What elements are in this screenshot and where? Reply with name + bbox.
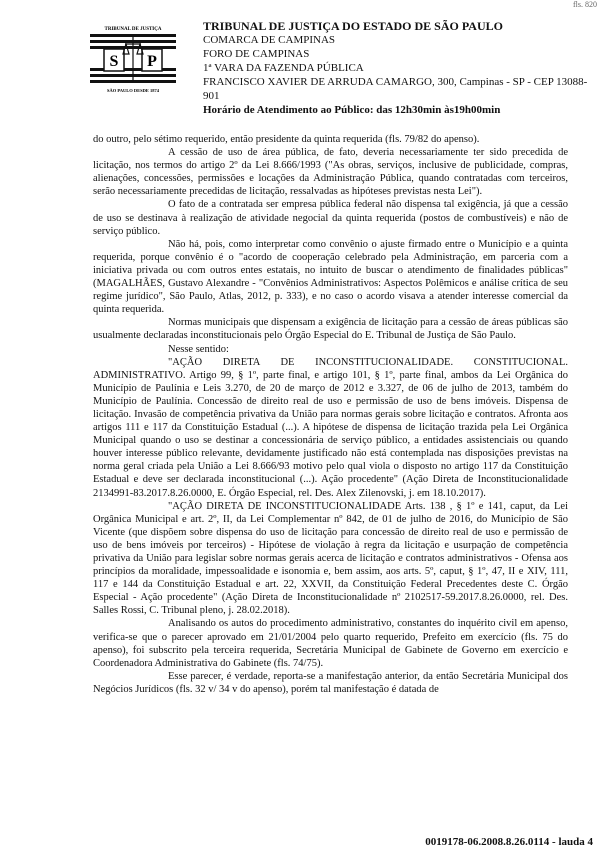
logo-text: TRIBUNAL DE JUSTIÇA	[104, 27, 162, 32]
process-number-footer: 0019178-06.2008.8.26.0114 - lauda 4	[425, 836, 593, 848]
court-header	[203, 19, 598, 117]
paragraph: Nesse sentido:	[168, 343, 229, 355]
paragraph: Normas municipais que dispensam a exigência de licitação para a cessão de áreas públicas são usualmente declaradas inconstitucionais pelo Órgão Especial do E. Tribunal de Justiça de São Paulo.	[93, 317, 568, 342]
paragraph: do outro, pelo sétimo requerido, então presidente da quinta requerida (fls. 79/82 do apenso).	[93, 134, 480, 145]
court-name: TRIBUNAL DE JUSTIÇA DO ESTADO DE SÃO PAULO	[203, 19, 503, 33]
vara: 1ª VARA DA FAZENDA PÚBLICA	[203, 62, 364, 74]
paragraph: Analisando os autos do procedimento administrativo, constantes do inquérito civil em apenso, verifica-se que o parecer aprovado em 21/01/2004 pelo quarto requerido, Prefeito em exercício (fls. 75 do apenso), foi subscrito pela terceira requerida, Secretária Municipal de Gabinete de Governo em exercício e Coordenadora Administrativa do Gabinete (fls. 74/75).	[93, 618, 568, 669]
document-body	[93, 133, 568, 696]
logo-year: SÃO PAULO DESDE 1874	[106, 88, 160, 93]
paragraph: Não há, pois, como interpretar como convênio o ajuste firmado entre o Município e a quinta requerida, porque convênio é o "acordo de cooperação celebrado pela Administração, em parceria com a iniciativa privada ou com outros entes estatais, no intuito de buscar o atendimento de finalidades públicas" (MAGALHÃES, Gustavo Alexandre - "Convênios Administrativos: Aspectos Polêmicos e análise crítica de seu regime jurídico", São Paulo, Atlas, 2012, p. 333), e no caso o acordo visava a atender interesse comercial da quinta requerida.	[93, 238, 568, 316]
logo-letter-p: P	[147, 53, 157, 70]
paragraph: A cessão de uso de área pública, de fato, deveria necessariamente ter sido precedida de licitação, nos termos do artigo 2º da Lei 8.666/1993 ("As obras, serviços, inclusive de publicidade, compras, alienações, concessões, permissões e locações da Administração Pública, quando contratadas com terceiros, serão necessariamente precedidas de licitação, ressalvadas as hipóteses previstas nesta Lei").	[93, 147, 568, 198]
address: FRANCISCO XAVIER DE ARRUDA CAMARGO, 300, Campinas - SP - CEP 13088-901	[203, 76, 588, 102]
quotation: "AÇÃO DIRETA DE INCONSTITUCIONALIDADE Arts. 138 , § 1º e 141, caput, da Lei Orgânica Municipal e art. 2º, II, da Lei Complementar nº 842, de 01 de julho de 2016, do Município de São Vicente (que dispõem sobre dispensa do uso de licitação para concessão de direito real de uso e permissão de uso de bens imóveis por terceiros) - Hipótese de violação à regra da licitação e usurpação de competência privativa da União para legislar sobre normas gerais acerca de licitação e contratos administrativos - Ofensa aos princípios da moralidade, impessoalidade e isonomia e, bem assim, aos arts. 5º, caput, § 1º, 47, II e XIV, 111, 117 e 144 da Constituição Estadual e art. 22, XXVII, da Constituição Federal Precedentes deste C. Órgão Especial - Ação procedente" (Ação Direta de Inconstitucionalidade nº 2102517-59.2017.8.26.0000, rel. Des. Salles Rossi, C. Tribunal pleno, j. 28.02.2018).	[93, 500, 568, 617]
logo-letter-s: S	[109, 53, 119, 70]
paragraph: Esse parecer, é verdade, reporta-se a manifestação anterior, da então Secretária Municipal dos Negócios Jurídicos (fls. 32 v/ 34 v do apenso), porém tal manifestação é datada de	[93, 670, 568, 695]
paragraph: O fato de a contratada ser empresa pública federal não dispensa tal exigência, já que a cessão de uso se destinava à realização de atividade negocial da quinta requerida (postos de combustíveis) e não de serviço público.	[93, 199, 568, 237]
quotation: "AÇÃO DIRETA DE INCONSTITUCIONALIDADE. CONSTITUCIONAL. ADMINISTRATIVO. Artigo 99, § 1º, parte final, e artigo 101, § 1º, parte final, ambos da Lei Orgânica do Município de Paulínia e Leis 3.270, de 20 de março de 2012 e 3.327, de 06 de julho de 2013, também do Município de Paulínia. Concessão de direito real de uso e permissão de uso de bens imóveis. Dispensa de licitação. Invasão de competência privativa da União para normas gerais sobre licitação e contratos. Afronta aos artigos 111 e 117 da Constituição Estadual (...). A hipótese de dispensa de licitação trazida pela Lei Orgânica Municipal quando o uso se destinar a concessionária de serviço público, a entidades assistenciais ou quando houver interesse público relevante, devidamente justificado não está contemplada nas disposições previstas na norma geral criada pela União a Lei 8.666/93 motivo pelo qual viola o disposto no artigo 117 da Constituição Estadual e deve ser declarada inconstitucional (...). Ação procedente" (Ação Direta de Inconstitucionalidade 2134991-83.2017.8.26.0000, E. Órgão Especial, rel. Des. Alex Zilenovski, j. em 18.10.2017).	[93, 356, 568, 499]
page-marker: fls. 820	[573, 0, 597, 9]
comarca: COMARCA DE CAMPINAS	[203, 34, 336, 46]
foro: FORO DE CAMPINAS	[203, 48, 310, 60]
office-hours: Horário de Atendimento ao Público: das 12h30min às19h00min	[203, 104, 501, 116]
court-logo	[90, 22, 176, 98]
